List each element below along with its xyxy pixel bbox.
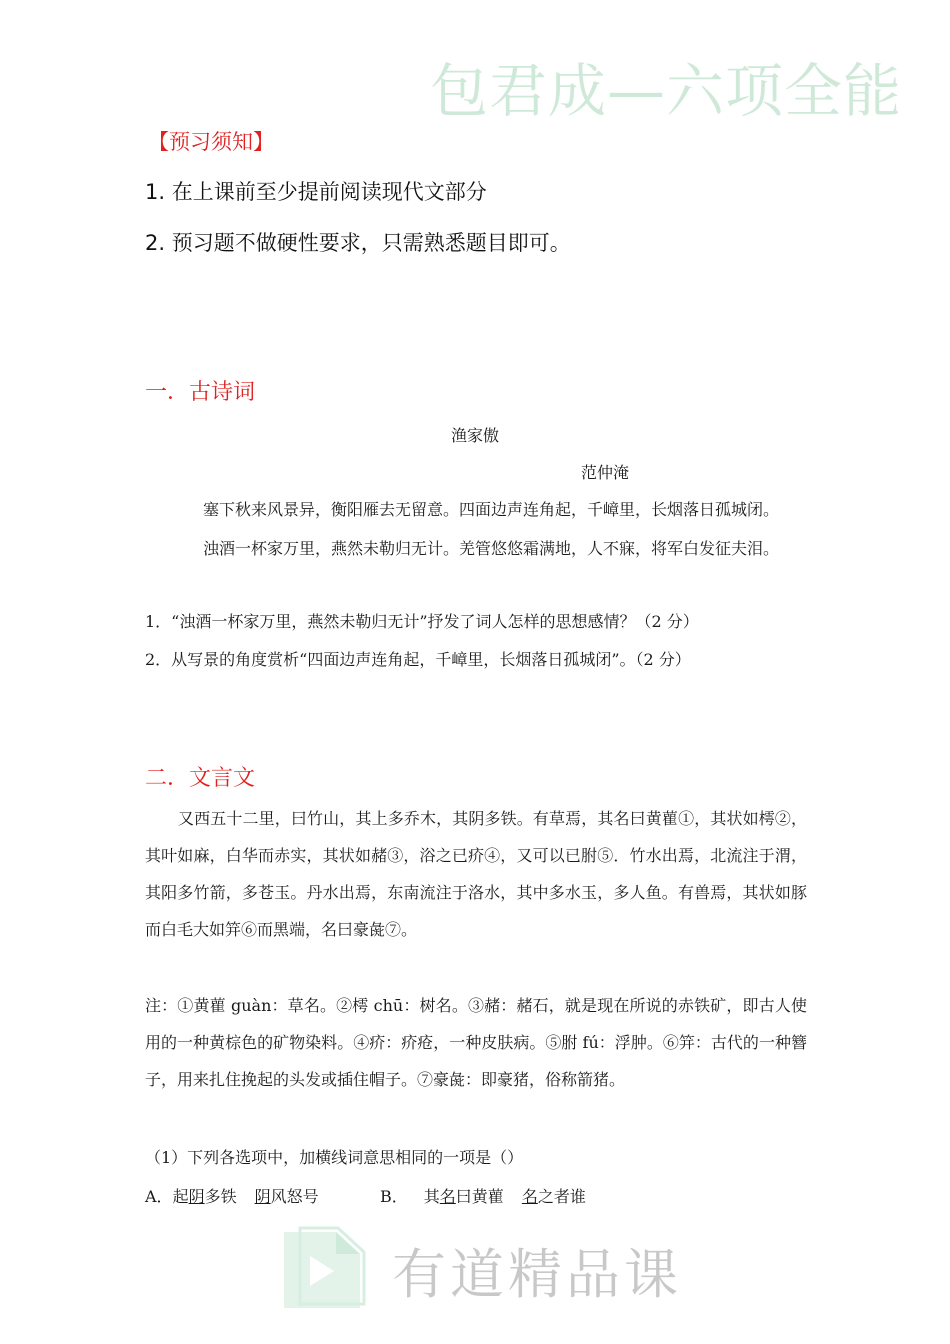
poem-line-1: 塞下秋来风景异，衡阳雁去无留意。四面边声连角起，千嶂里，长烟落日孤城闭。: [203, 500, 780, 519]
footer-brand: 有道精品课: [392, 1242, 682, 1306]
notice-item-1: 1. 在上课前至少提前阅读现代文部分: [145, 180, 487, 204]
option-a: [145, 1184, 319, 1207]
section-title-classical: 二．文言文: [145, 766, 256, 791]
option-a-underlined-word-1: 阴: [188, 1187, 205, 1206]
option-a-text: 风怒号: [270, 1187, 319, 1206]
option-b-underlined-word-1: 名: [439, 1187, 456, 1206]
classical-question-1: （1）下列各选项中，加横线词意思相同的一项是（）: [145, 1148, 524, 1167]
classical-notes: 注：①黄雚 guàn：草名。②樗 chū：树名。③赭：赭石，就是现在所说的赤铁矿，即古人使用的一种黄棕色的矿物染料。④疥：疥疮，一种皮肤病。⑤胕 fú：浮肿。⑥笄：古代的一种簪子，用来扎住挽起的头发或插住帽子。⑦豪彘：即豪猪，俗称箭猪。: [145, 996, 807, 1089]
option-a-text: 多铁: [204, 1187, 237, 1206]
option-b: [380, 1184, 586, 1207]
classical-passage: 又西五十二里，曰竹山，其上多乔木，其阴多铁。有草焉，其名曰黄雚①，其状如樗②，其叶如麻，白华而赤实，其状如赭③，浴之已疥④，又可以已胕⑤．竹水出焉，北流注于渭，其阳多竹箭，多苍玉。丹水出焉，东南流注于洛水，其中多水玉，多人鱼。有兽焉，其状如豚而白毛大如笄⑥而黑端，名曰豪彘⑦。: [145, 809, 807, 939]
option-b-text: 之者谁: [537, 1187, 586, 1206]
watermark-title: 包君成—六项全能: [429, 57, 902, 125]
poem-line-2: 浊酒一杯家万里，燕然未勒归无计。羌管悠悠霜满地，人不寐，将军白发征夫泪。: [203, 539, 780, 558]
option-b-text: 曰黄雚: [455, 1187, 504, 1206]
notice-item-2: 2. 预习题不做硬性要求，只需熟悉题目即可。: [145, 231, 571, 255]
poem-author: 范仲淹: [581, 463, 630, 482]
option-b-underlined-word-2: 名: [521, 1187, 538, 1206]
option-a-label: A．: [145, 1187, 173, 1206]
play-book-icon: [278, 1226, 366, 1314]
poetry-question-1: 1．“浊酒一杯家万里，燕然未勒归无计”抒发了词人怎样的思想感情？（2 分）: [145, 612, 699, 631]
footer-logo: [278, 1226, 682, 1314]
option-a-text: 起: [172, 1187, 189, 1206]
section-title-poetry: 一．古诗词: [145, 380, 256, 405]
poem-title: 渔家傲: [451, 426, 500, 445]
poetry-question-2: 2．从写景的角度赏析“四面边声连角起，千嶂里，长烟落日孤城闭”。（2 分）: [145, 650, 691, 669]
option-b-text: 其: [423, 1187, 440, 1206]
option-a-underlined-word-2: 阴: [254, 1187, 271, 1206]
notice-title: 【预习须知】: [148, 130, 274, 154]
option-b-label: B．: [380, 1187, 408, 1206]
